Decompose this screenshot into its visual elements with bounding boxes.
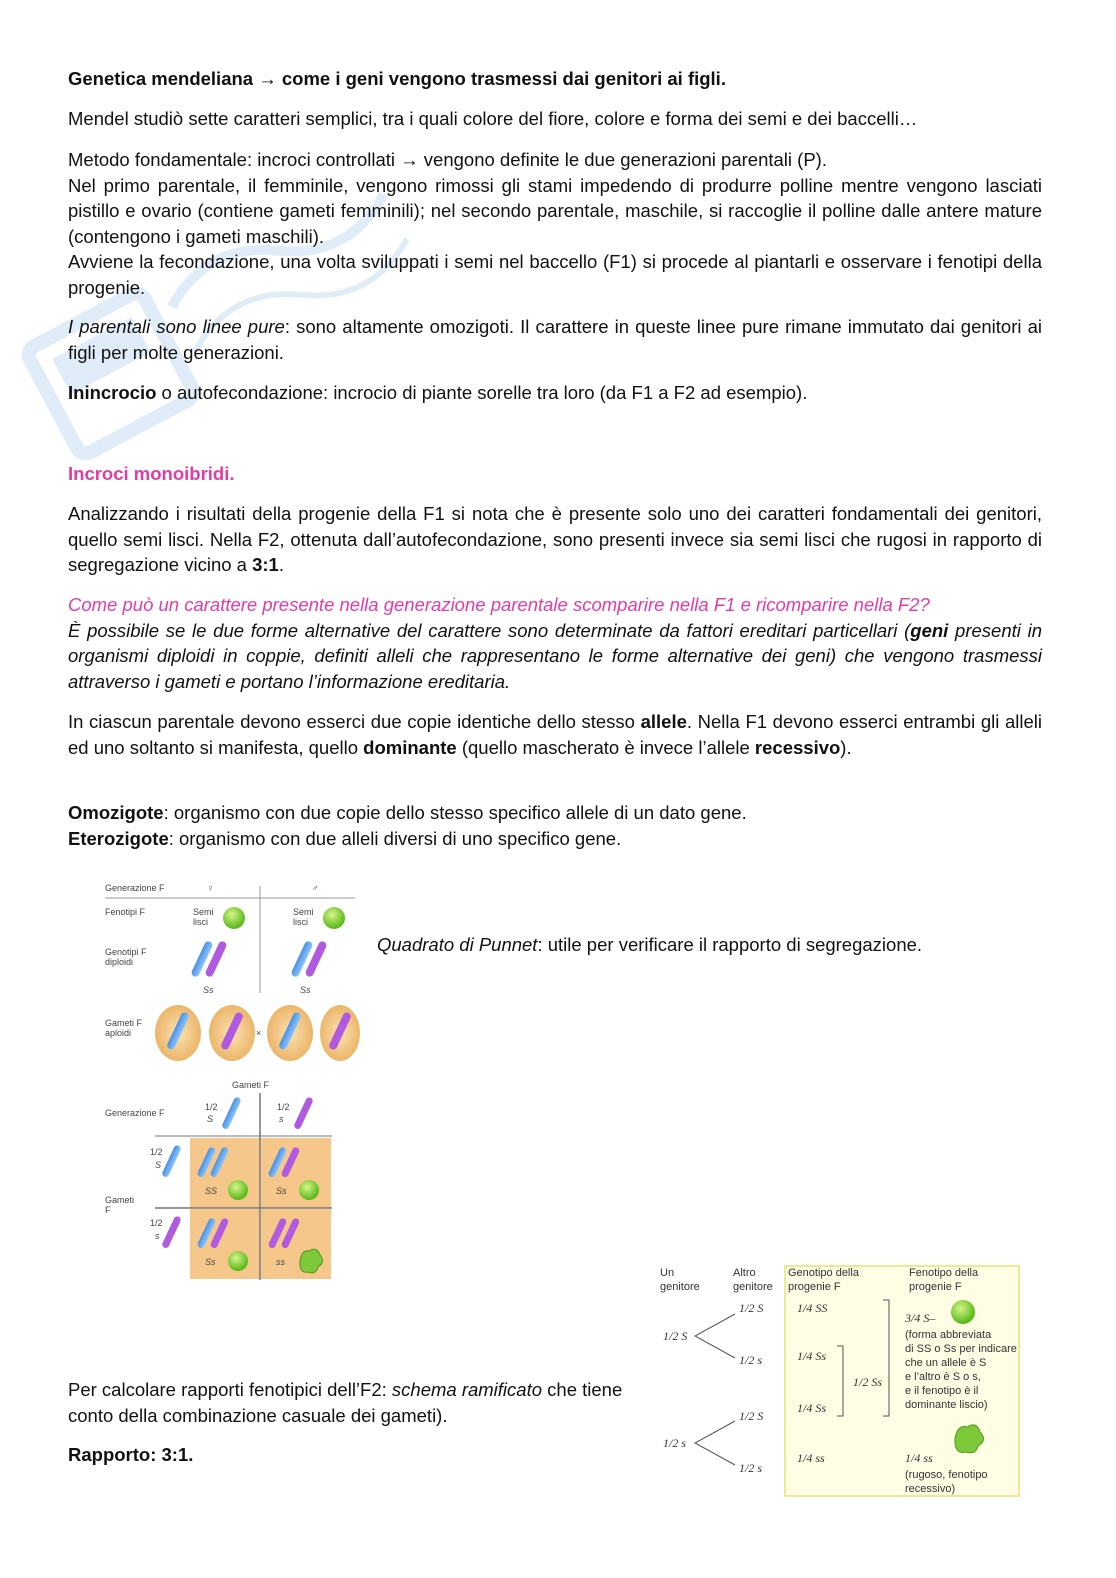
svg-text:progenie F: progenie F bbox=[788, 1281, 841, 1293]
def-eterozigote: Eterozigote: organismo con due alleli diversi di uno specifico gene. bbox=[68, 827, 622, 849]
gametes-row bbox=[155, 1005, 360, 1061]
svg-text:1/2 S: 1/2 S bbox=[739, 1301, 764, 1315]
svg-text:Altro: Altro bbox=[733, 1267, 756, 1279]
svg-text:Un: Un bbox=[660, 1267, 675, 1279]
svg-text:Ss: Ss bbox=[276, 1186, 287, 1196]
svg-text:s: s bbox=[279, 1114, 284, 1124]
paragraph-mendel: Mendel studiò sette caratteri semplici, tra i quali colore del fiore, colore e forma dei semi e dei baccelli… bbox=[68, 108, 918, 129]
svg-text:1/2: 1/2 bbox=[205, 1102, 218, 1112]
paragraph-linee-pure: I parentali sono linee pure: sono altamente omozigoti. Il carattere in queste linee pure rimane immutato dai genitori ai figli per molte generazioni. bbox=[68, 316, 1042, 363]
svg-text:ss: ss bbox=[276, 1257, 285, 1267]
paragraph-analisi: Analizzando i risultati della progenie della F1 si nota che è presente solo uno dei caratteri fondamentali dei genitori, quello semi lisci. Nella F2, ottenuta dall’autofecondazione, sono presenti invece sia semi lisci che rugosi in rapporto di segregazione vicino a 3:1. bbox=[68, 503, 1042, 575]
svg-text:e il fenotipo è il: e il fenotipo è il bbox=[905, 1385, 979, 1397]
paragraph-domanda: Come può un carattere presente nella generazione parentale scomparire nella F1 e ricomparire nella F2? È possibile se le due forme alternative del carattere sono determinate da fattori ereditari particellari (geni presenti in organismi diploidi in coppie, definiti alleli che rappresentano le forme alternative dei geni) che vengono trasmessi attraverso i gameti e portano l’informazione ereditaria. bbox=[68, 594, 1042, 692]
svg-text:Semi: Semi bbox=[293, 907, 314, 917]
svg-text:e l’altro è S o s,: e l’altro è S o s, bbox=[905, 1371, 981, 1383]
svg-text:1/2 s: 1/2 s bbox=[739, 1461, 763, 1475]
svg-text:1/2: 1/2 bbox=[150, 1147, 163, 1157]
svg-text:1/2 s: 1/2 s bbox=[739, 1353, 763, 1367]
svg-text:1/4 ss: 1/4 ss bbox=[797, 1451, 825, 1465]
svg-text:Ss: Ss bbox=[300, 985, 311, 995]
svg-text:Ss: Ss bbox=[205, 1257, 216, 1267]
svg-text:SS: SS bbox=[205, 1186, 218, 1196]
chromosome-pair-icon bbox=[290, 940, 327, 978]
svg-text:dominante liscio): dominante liscio) bbox=[905, 1399, 988, 1411]
svg-text:recessivo): recessivo) bbox=[905, 1483, 956, 1495]
svg-text:che un allele è S: che un allele è S bbox=[905, 1357, 987, 1369]
svg-text:Genotipi F: Genotipi F bbox=[105, 947, 147, 957]
svg-text:1/2 S: 1/2 S bbox=[739, 1409, 764, 1423]
rapporto-label: Rapporto: 3:1. bbox=[68, 1444, 194, 1465]
svg-text:S: S bbox=[155, 1160, 162, 1170]
svg-text:1/4 Ss: 1/4 Ss bbox=[797, 1349, 827, 1363]
pea-smooth-icon bbox=[323, 907, 345, 929]
punnett-caption: Quadrato di Punnet: utile per verificare il rapporto di segregazione. bbox=[377, 934, 923, 955]
svg-text:Gameti: Gameti bbox=[105, 1195, 135, 1205]
svg-text:1/2: 1/2 bbox=[150, 1218, 163, 1228]
paragraph-ramificato: Per calcolare rapporti fenotipici dell’F2: schema ramificato che tiene conto della combinazione casuale dei gameti). bbox=[68, 1379, 623, 1426]
svg-text:genitore: genitore bbox=[660, 1281, 700, 1293]
definitions bbox=[68, 800, 1042, 851]
svg-text:genitore: genitore bbox=[733, 1281, 773, 1293]
svg-text:lisci: lisci bbox=[193, 917, 208, 927]
male-symbol: ♂ bbox=[312, 883, 319, 893]
svg-text:Generazione F: Generazione F bbox=[105, 1108, 165, 1118]
svg-text:1/4 SS: 1/4 SS bbox=[797, 1301, 828, 1315]
svg-text:×: × bbox=[256, 1028, 262, 1038]
svg-text:1/2 Ss: 1/2 Ss bbox=[853, 1375, 883, 1389]
svg-text:progenie F: progenie F bbox=[909, 1281, 962, 1293]
svg-text:di SS o Ss per indicare: di SS o Ss per indicare bbox=[905, 1343, 1017, 1355]
svg-text:F: F bbox=[105, 1205, 111, 1215]
pea-smooth-icon bbox=[951, 1300, 975, 1324]
svg-text:1/2 s: 1/2 s bbox=[663, 1436, 687, 1450]
heading-incroci-monoibridi: Incroci monoibridi. bbox=[68, 463, 235, 484]
svg-text:aploidi: aploidi bbox=[105, 1028, 132, 1038]
def-omozigote: Omozigote: organismo con due copie dello stesso specifico allele di un dato gene. bbox=[68, 802, 747, 823]
label-fenotipi-f1: Fenotipi F bbox=[105, 907, 146, 917]
female-symbol: ♀ bbox=[207, 883, 214, 893]
svg-text:Ss: Ss bbox=[203, 985, 214, 995]
svg-text:1/4 ss: 1/4 ss bbox=[905, 1451, 933, 1465]
paragraph-inincrocio: Inincrocio o autofecondazione: incrocio di piante sorelle tra loro (da F1 a F2 ad esempio). bbox=[68, 382, 808, 403]
svg-text:Semi: Semi bbox=[193, 907, 214, 917]
svg-text:3/4 S–: 3/4 S– bbox=[905, 1311, 936, 1325]
svg-text:S: S bbox=[207, 1114, 214, 1124]
svg-text:s: s bbox=[155, 1231, 160, 1241]
svg-text:1/2 S: 1/2 S bbox=[663, 1329, 688, 1343]
svg-text:Genotipo della: Genotipo della bbox=[788, 1267, 859, 1279]
punnett-square-figure bbox=[100, 878, 362, 1283]
svg-text:1/2: 1/2 bbox=[277, 1102, 290, 1112]
svg-text:(rugoso, fenotipo: (rugoso, fenotipo bbox=[905, 1469, 988, 1481]
svg-text:(forma abbreviata: (forma abbreviata bbox=[905, 1329, 992, 1341]
label-generazione-f1: Generazione F bbox=[105, 883, 165, 893]
page-title: Genetica mendeliana → come i geni vengono trasmessi dai genitori ai figli. bbox=[68, 68, 726, 89]
chromosome-pair-icon bbox=[190, 940, 227, 978]
svg-text:1/4 Ss: 1/4 Ss bbox=[797, 1401, 827, 1415]
paragraph-alleli: In ciascun parentale devono esserci due copie identiche dello stesso allele. Nella F1 devono esserci entrambi gli alleli ed uno soltanto si manifesta, quello dominante (quello mascherato è invece l’allele recessivo). bbox=[68, 711, 1042, 758]
svg-text:Fenotipo della: Fenotipo della bbox=[909, 1267, 979, 1279]
paragraph-metodo: Metodo fondamentale: incroci controllati → vengono definite le due generazioni parentali (P). Nel primo parentale, il femminile, vengono rimossi gli stami impedendo di produrre polline mentre vengono lasciati pistillo e ovario (contiene gameti femminili); nel secondo parentale, maschile, si raccoglie il polline dalle antere mature (contengono i gameti maschili). Avviene la fecondazione, una volta sviluppati i semi nel baccello (F1) si procede al piantarli e osservare i fenotipi della progenie. bbox=[68, 149, 1042, 298]
svg-text:Gameti F: Gameti F bbox=[105, 1018, 143, 1028]
svg-text:Gameti F: Gameti F bbox=[232, 1080, 270, 1090]
svg-text:diploidi: diploidi bbox=[105, 957, 134, 967]
svg-text:lisci: lisci bbox=[293, 917, 308, 927]
pea-smooth-icon bbox=[223, 907, 245, 929]
